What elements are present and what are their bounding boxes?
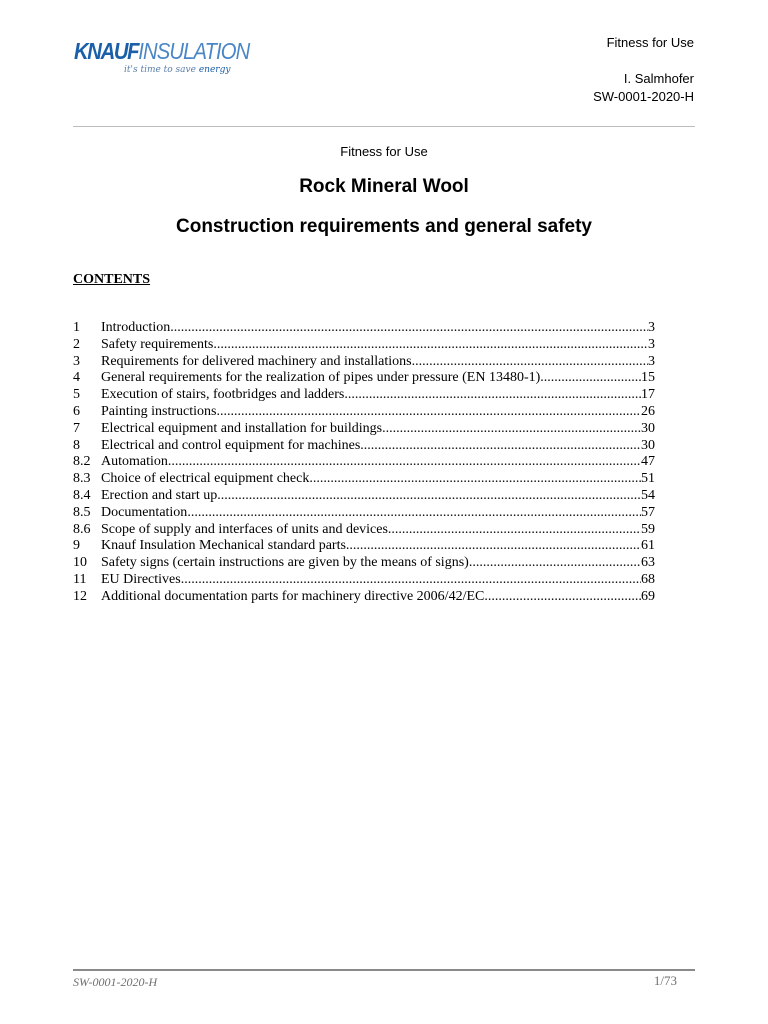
toc-entry[interactable] — [73, 337, 655, 354]
toc-entry-page: 3 — [648, 320, 655, 335]
doc-kicker: Fitness for Use — [340, 144, 428, 159]
toc-entry-number: 10 — [73, 555, 87, 571]
toc-entry-number: 5 — [73, 387, 80, 403]
toc-entry-number: 6 — [73, 403, 80, 419]
toc-entry-page: 15 — [641, 370, 655, 386]
toc-entry-number: 8 — [73, 437, 80, 453]
toc-entry-number: 1 — [73, 320, 80, 335]
toc-entry[interactable] — [73, 404, 655, 421]
toc-dot-leader — [344, 387, 641, 404]
toc-entry[interactable] — [73, 555, 655, 572]
toc-entry-page: 69 — [641, 588, 655, 604]
toc-entry-title: Additional documentation parts for machinery directive 2006/42/EC — [101, 588, 485, 604]
header-author: I. Salmhofer — [623, 71, 694, 86]
toc-entry-title: Safety requirements — [101, 336, 214, 352]
footer-divider — [73, 969, 695, 971]
toc-entry-title: Documentation — [101, 504, 188, 520]
toc-entry-number: 12 — [73, 588, 87, 604]
toc-entry-number: 8.4 — [73, 487, 91, 503]
toc-entry-page: 3 — [648, 353, 655, 369]
toc-entry[interactable] — [73, 505, 655, 522]
toc-entry-title: Execution of stairs, footbridges and ladders — [101, 387, 345, 403]
toc-dot-leader — [187, 505, 641, 522]
toc-entry-title: Introduction — [101, 320, 171, 335]
toc-entry[interactable] — [73, 320, 655, 337]
toc-entry-page: 26 — [641, 403, 655, 419]
toc-dot-leader — [540, 370, 641, 387]
toc-entry-number: 2 — [73, 336, 80, 352]
toc-entry-title: Erection and start up — [101, 487, 218, 503]
logo-tagline: it's time to save — [124, 65, 199, 75]
toc-entry-number: 9 — [73, 538, 80, 554]
header-divider — [73, 126, 695, 127]
toc-entry[interactable] — [73, 589, 655, 606]
logo-tagline-emphasis: energy — [198, 65, 231, 75]
doc-subtitle: Construction requirements and general safety — [176, 216, 592, 237]
toc-entry-page: 54 — [641, 487, 655, 503]
toc-entry[interactable] — [73, 538, 655, 555]
toc-entry[interactable] — [73, 370, 655, 387]
toc-dot-leader — [213, 337, 648, 354]
toc-entry-number: 8.5 — [73, 504, 91, 520]
toc-entry-number: 11 — [73, 571, 87, 587]
toc-entry-page: 63 — [641, 555, 655, 571]
toc-dot-leader — [346, 538, 641, 555]
header-meta — [593, 34, 694, 106]
toc-entry-number: 7 — [73, 420, 80, 436]
toc-entry-number: 8.3 — [73, 471, 91, 487]
toc-dot-leader — [484, 589, 641, 606]
toc-entry[interactable] — [73, 438, 655, 455]
toc-entry-page: 30 — [641, 420, 655, 436]
header-doc-label: Fitness for Use — [606, 35, 694, 50]
toc-entry-page: 47 — [641, 454, 655, 470]
toc-entry[interactable] — [73, 387, 655, 404]
toc-entry-page: 17 — [641, 387, 655, 403]
toc-entry-title: Safety signs (certain instructions are given by the means of signs) — [101, 555, 469, 571]
toc-entry[interactable] — [73, 454, 655, 471]
toc-entry-title: Requirements for delivered machinery and installations — [101, 353, 412, 369]
toc-dot-leader — [181, 572, 641, 589]
toc-entry[interactable] — [73, 421, 655, 438]
toc-entry-number: 8.6 — [73, 521, 91, 537]
toc-entry[interactable] — [73, 572, 655, 589]
toc-entry-page: 59 — [641, 521, 655, 537]
toc-entry-number: 4 — [73, 370, 80, 386]
toc-dot-leader — [382, 421, 641, 438]
toc-entry-page: 3 — [648, 336, 655, 352]
toc-entry-page: 51 — [641, 471, 655, 487]
toc-dot-leader — [217, 404, 642, 421]
toc-entry-number: 3 — [73, 353, 80, 369]
toc-dot-leader — [168, 454, 641, 471]
toc-entry-title: General requirements for the realization of pipes under pressure (EN 13480-1) — [101, 370, 541, 386]
footer-doc-id: SW-0001-2020-H — [73, 975, 158, 989]
contents-heading: CONTENTS — [73, 272, 151, 287]
knauf-insulation-logo — [74, 38, 250, 84]
table-of-contents — [73, 320, 655, 606]
toc-entry-page: 30 — [641, 437, 655, 453]
logo-brand: KNAUF — [74, 38, 139, 64]
toc-entry-title: Automation — [101, 454, 168, 470]
toc-dot-leader — [360, 438, 641, 455]
toc-entry-title: Knauf Insulation Mechanical standard parts — [101, 538, 346, 554]
toc-entry-title: Electrical equipment and installation for buildings — [101, 420, 383, 436]
toc-dot-leader — [217, 488, 641, 505]
toc-dot-leader — [469, 555, 641, 572]
toc-entry-page: 57 — [641, 504, 655, 520]
toc-entry[interactable] — [73, 471, 655, 488]
header-doc-id: SW-0001-2020-H — [593, 89, 694, 104]
toc-dot-leader — [412, 354, 648, 371]
toc-entry[interactable] — [73, 522, 655, 539]
toc-dot-leader — [170, 320, 648, 337]
page-indicator: 1/73 — [653, 973, 677, 988]
doc-title: Rock Mineral Wool — [299, 176, 469, 197]
toc-entry[interactable] — [73, 354, 655, 371]
toc-entry-number: 8.2 — [73, 454, 91, 470]
toc-entry-page: 61 — [641, 538, 655, 554]
toc-entry-title: EU Directives — [101, 571, 181, 587]
toc-entry-title: Choice of electrical equipment check — [101, 471, 310, 487]
toc-dot-leader — [388, 522, 641, 539]
toc-entry-title: Scope of supply and interfaces of units and devices — [101, 521, 388, 537]
toc-entry-title: Painting instructions — [101, 403, 217, 419]
toc-entry-title: Electrical and control equipment for machines — [101, 437, 361, 453]
toc-entry[interactable] — [73, 488, 655, 505]
logo-product: INSULATION — [138, 38, 250, 64]
toc-dot-leader — [309, 471, 641, 488]
toc-entry-page: 68 — [641, 571, 655, 587]
